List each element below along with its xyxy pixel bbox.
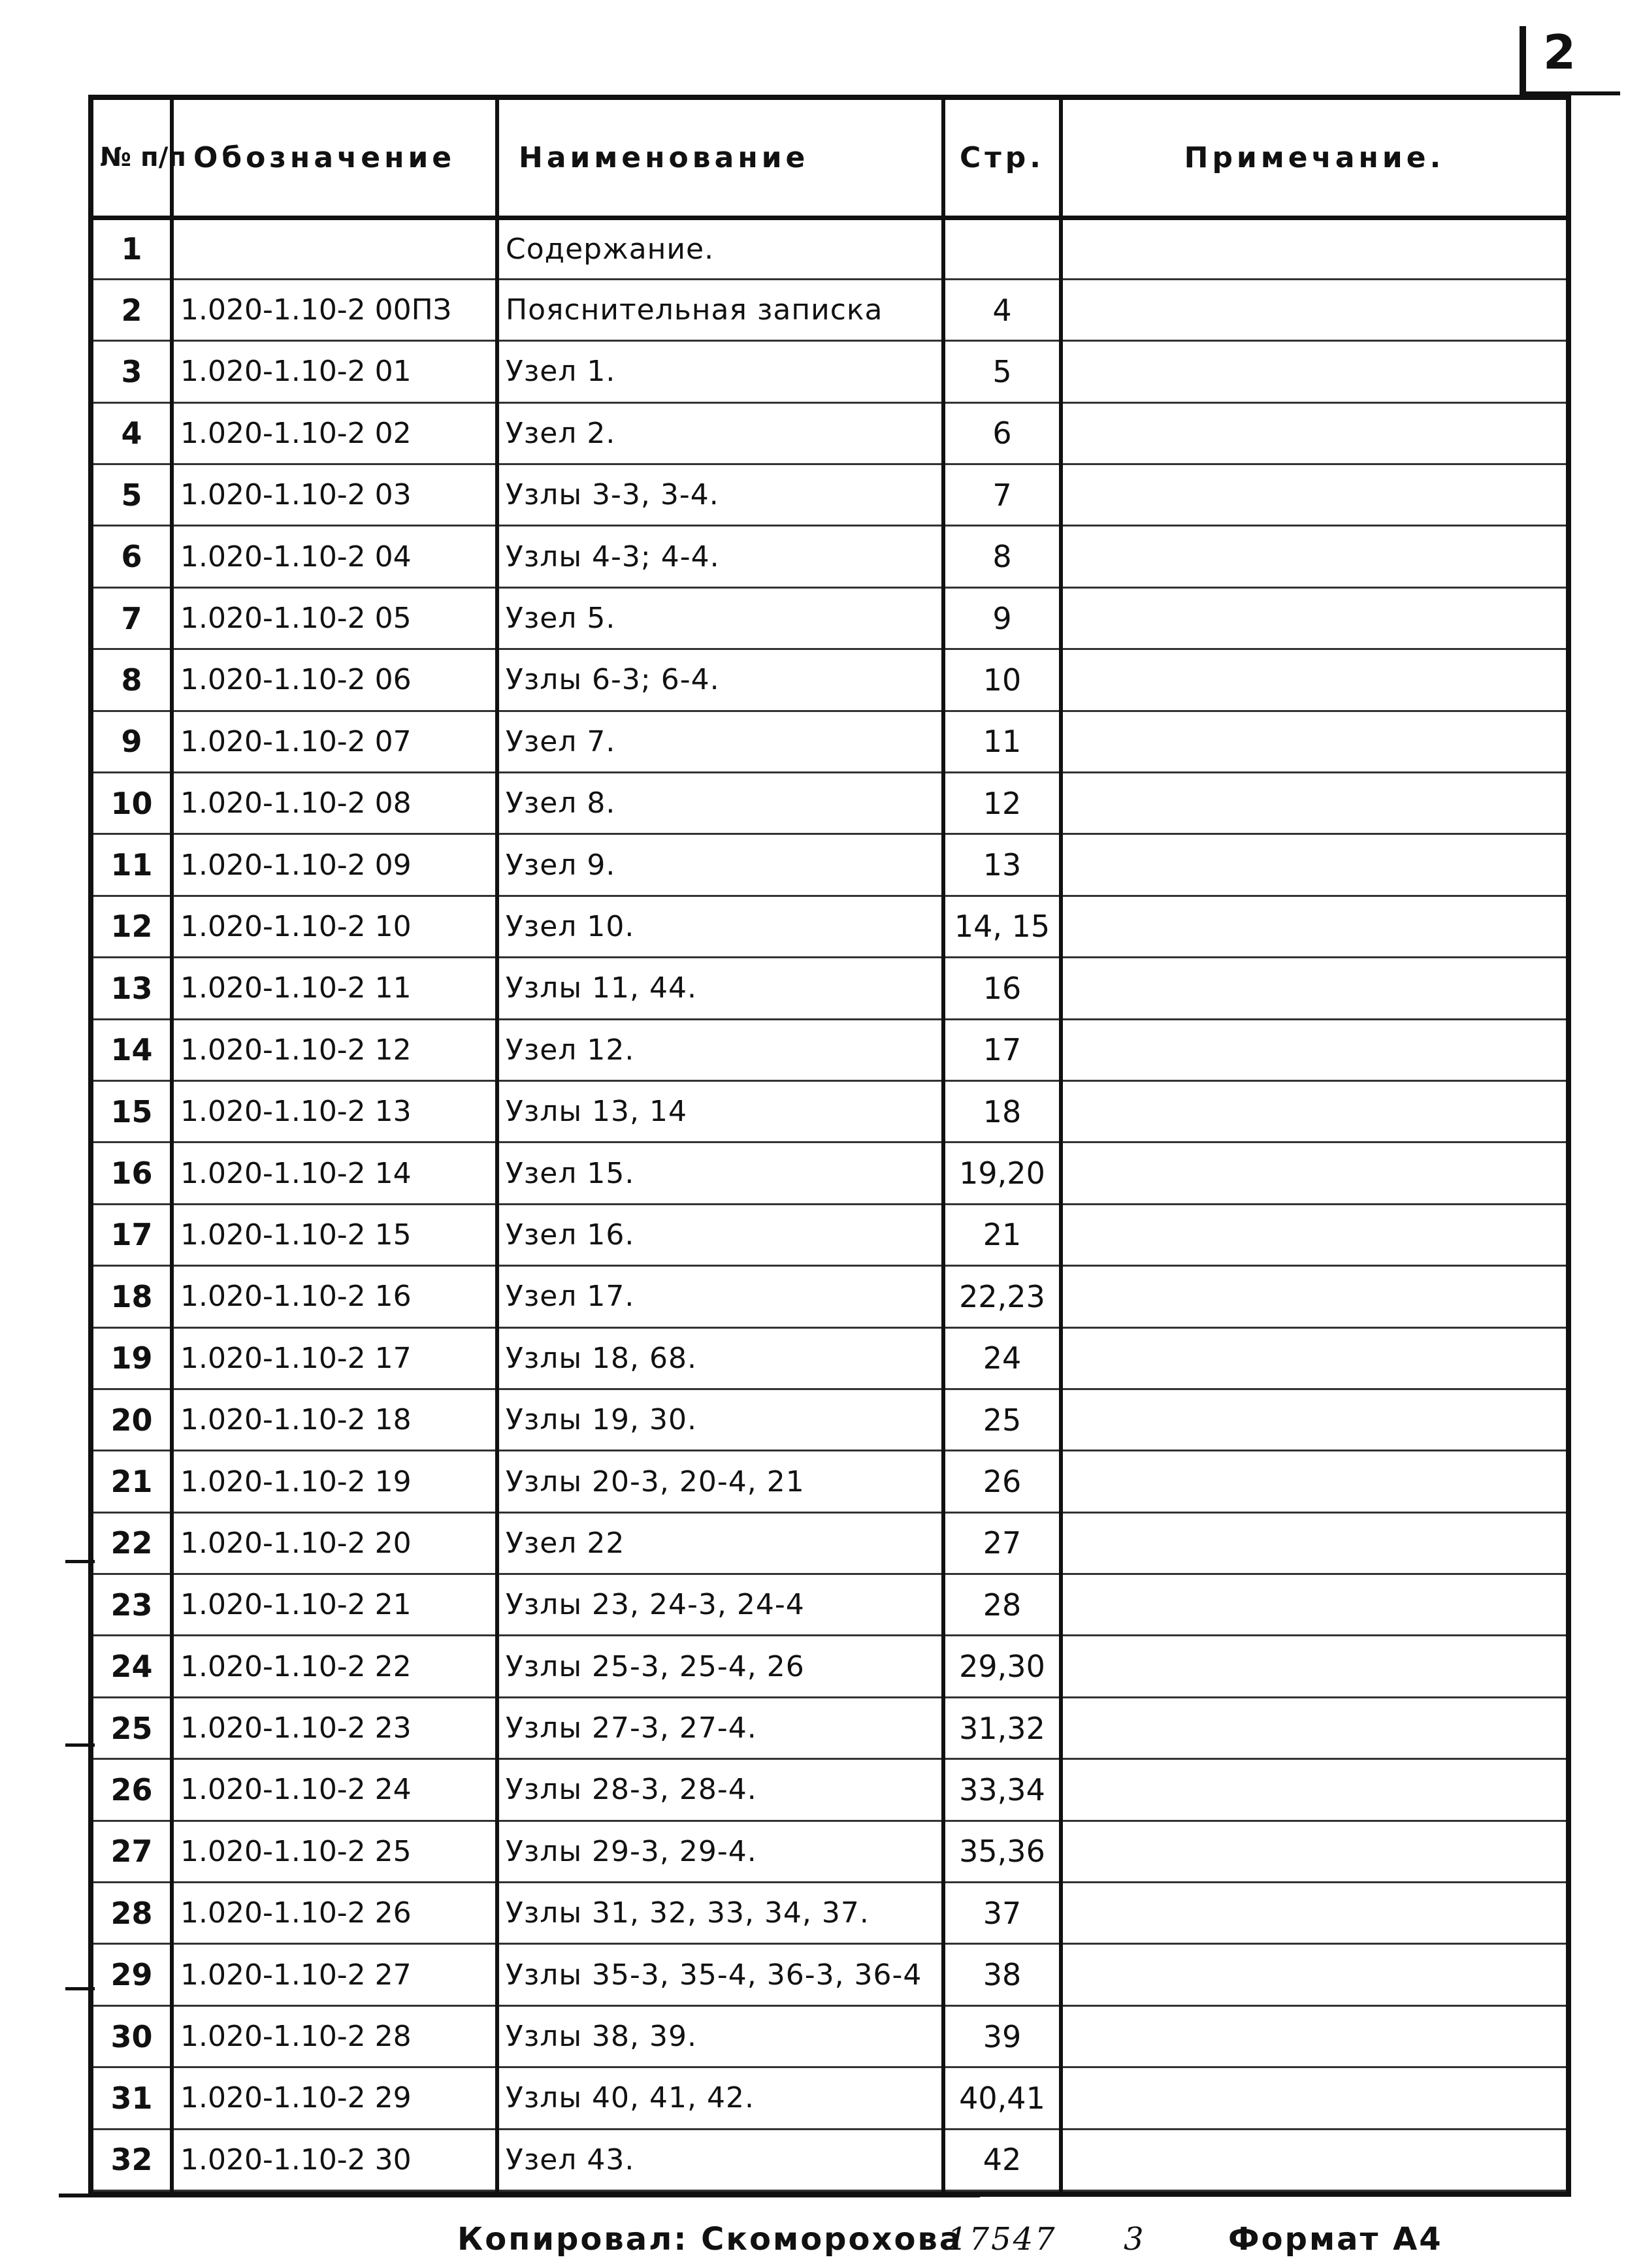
row-code: 1.020-1.10-2 18: [172, 1389, 497, 1450]
row-code: 1.020-1.10-2 01: [172, 341, 497, 402]
table-row: [93, 2067, 1566, 2129]
row-page: 7: [943, 464, 1061, 526]
row-page: 28: [943, 1574, 1061, 1636]
row-code: 1.020-1.10-2 26: [172, 1883, 497, 1944]
row-page: 25: [943, 1389, 1061, 1450]
row-note: [1061, 1883, 1566, 1944]
row-name: Узел 9.: [497, 834, 943, 896]
row-note: [1061, 2129, 1566, 2190]
footer: [457, 2221, 1568, 2268]
row-code: 1.020-1.10-2 21: [172, 1574, 497, 1636]
row-name: Узлы 31, 32, 33, 34, 37.: [497, 1883, 943, 1944]
row-page: 29,30: [943, 1636, 1061, 1697]
sheet-number: 3: [1124, 2221, 1146, 2258]
table-row: [93, 958, 1566, 1019]
table-row: [93, 587, 1566, 649]
row-page: 21: [943, 1204, 1061, 1265]
row-page: 26: [943, 1451, 1061, 1512]
table-row: [93, 1574, 1566, 1636]
row-note: [1061, 649, 1566, 711]
row-number: 3: [93, 341, 172, 402]
row-page: [943, 218, 1061, 279]
row-name: Узел 22: [497, 1512, 943, 1574]
row-code: 1.020-1.10-2 11: [172, 958, 497, 1019]
row-name: Узел 17.: [497, 1266, 943, 1327]
row-code: 1.020-1.10-2 04: [172, 526, 497, 587]
table-row: [93, 1327, 1566, 1389]
table-row: [93, 1080, 1566, 1142]
page-number-bar: [1520, 26, 1526, 98]
row-page: 4: [943, 279, 1061, 340]
row-page: 9: [943, 587, 1061, 649]
row-number: 13: [93, 958, 172, 1019]
table-row: [93, 464, 1566, 526]
table-row: [93, 341, 1566, 402]
row-note: [1061, 526, 1566, 587]
row-number: 26: [93, 1759, 172, 1821]
row-name: Узел 8.: [497, 773, 943, 834]
row-code: 1.020-1.10-2 22: [172, 1636, 497, 1697]
row-name: Узлы 18, 68.: [497, 1327, 943, 1389]
row-code: 1.020-1.10-2 15: [172, 1204, 497, 1265]
row-note: [1061, 2005, 1566, 2067]
copied-by: Копировал: Скоморохова: [457, 2221, 963, 2258]
row-page: 37: [943, 1883, 1061, 1944]
row-code: 1.020-1.10-2 07: [172, 711, 497, 772]
row-number: 31: [93, 2067, 172, 2129]
row-page: 42: [943, 2129, 1061, 2190]
row-name: Узел 7.: [497, 711, 943, 772]
row-name: Узлы 20-3, 20-4, 21: [497, 1451, 943, 1512]
row-number: 1: [93, 218, 172, 279]
row-note: [1061, 1142, 1566, 1204]
row-page: 35,36: [943, 1821, 1061, 1882]
row-page: 8: [943, 526, 1061, 587]
row-note: [1061, 1636, 1566, 1697]
row-number: 23: [93, 1574, 172, 1636]
row-note: [1061, 1574, 1566, 1636]
row-code: 1.020-1.10-2 08: [172, 773, 497, 834]
row-code: 1.020-1.10-2 02: [172, 402, 497, 464]
table-row: [93, 1204, 1566, 1265]
row-page: 27: [943, 1512, 1061, 1574]
row-name: Узлы 28-3, 28-4.: [497, 1759, 943, 1821]
row-code: 1.020-1.10-2 06: [172, 649, 497, 711]
row-name: Узел 15.: [497, 1142, 943, 1204]
row-name: Узел 16.: [497, 1204, 943, 1265]
row-number: 8: [93, 649, 172, 711]
row-note: [1061, 279, 1566, 340]
row-number: 7: [93, 587, 172, 649]
row-note: [1061, 2067, 1566, 2129]
table-row: [93, 2129, 1566, 2190]
table-row: [93, 2005, 1566, 2067]
table-header-row: [93, 100, 1566, 218]
row-page: 6: [943, 402, 1061, 464]
row-page: 17: [943, 1019, 1061, 1080]
row-number: 12: [93, 896, 172, 957]
table-row: [93, 218, 1566, 279]
row-note: [1061, 1821, 1566, 1882]
row-note: [1061, 464, 1566, 526]
row-name: Узел 12.: [497, 1019, 943, 1080]
row-name: Узел 1.: [497, 341, 943, 402]
table-body: [93, 218, 1566, 2191]
table-row: [93, 1451, 1566, 1512]
table-row: [93, 649, 1566, 711]
row-note: [1061, 1204, 1566, 1265]
table-row: [93, 1883, 1566, 1944]
row-page: 31,32: [943, 1697, 1061, 1758]
row-number: 2: [93, 279, 172, 340]
row-note: [1061, 402, 1566, 464]
row-number: 20: [93, 1389, 172, 1450]
row-page: 19,20: [943, 1142, 1061, 1204]
row-number: 18: [93, 1266, 172, 1327]
row-name: Узлы 6-3; 6-4.: [497, 649, 943, 711]
table-row: [93, 896, 1566, 957]
row-code: 1.020-1.10-2 10: [172, 896, 497, 957]
table-row: [93, 1636, 1566, 1697]
row-name: Узлы 13, 14: [497, 1080, 943, 1142]
row-name: Узел 5.: [497, 587, 943, 649]
row-code: 1.020-1.10-2 23: [172, 1697, 497, 1758]
row-number: 11: [93, 834, 172, 896]
row-number: 32: [93, 2129, 172, 2190]
row-name: Узлы 4-3; 4-4.: [497, 526, 943, 587]
row-note: [1061, 341, 1566, 402]
row-name: Узлы 11, 44.: [497, 958, 943, 1019]
page-number: 2: [1543, 25, 1576, 80]
row-number: 25: [93, 1697, 172, 1758]
contents-sheet: [88, 95, 1571, 2197]
row-number: 30: [93, 2005, 172, 2067]
header-name: Наименование: [497, 100, 943, 218]
row-note: [1061, 1266, 1566, 1327]
row-code: 1.020-1.10-2 05: [172, 587, 497, 649]
inventory-number: 17547: [947, 2221, 1057, 2258]
row-name: Узел 43.: [497, 2129, 943, 2190]
row-number: 22: [93, 1512, 172, 1574]
row-page: 12: [943, 773, 1061, 834]
row-code: 1.020-1.10-2 16: [172, 1266, 497, 1327]
table-row: [93, 1697, 1566, 1758]
row-code: 1.020-1.10-2 20: [172, 1512, 497, 1574]
bottom-rule: [59, 2194, 980, 2197]
row-number: 19: [93, 1327, 172, 1389]
row-number: 17: [93, 1204, 172, 1265]
row-code: 1.020-1.10-2 13: [172, 1080, 497, 1142]
row-name: Узлы 35-3, 35-4, 36-3, 36-4: [497, 1944, 943, 2005]
table-row: [93, 1944, 1566, 2005]
row-name: Узлы 40, 41, 42.: [497, 2067, 943, 2129]
row-code: 1.020-1.10-2 19: [172, 1451, 497, 1512]
row-number: 16: [93, 1142, 172, 1204]
row-page: 18: [943, 1080, 1061, 1142]
row-page: 16: [943, 958, 1061, 1019]
row-note: [1061, 1944, 1566, 2005]
row-page: 10: [943, 649, 1061, 711]
row-code: 1.020-1.10-2 17: [172, 1327, 497, 1389]
table-row: [93, 1389, 1566, 1450]
row-page: 33,34: [943, 1759, 1061, 1821]
row-name: Узлы 19, 30.: [497, 1389, 943, 1450]
header-page: Стр.: [943, 100, 1061, 218]
row-note: [1061, 1389, 1566, 1450]
row-code: 1.020-1.10-2 12: [172, 1019, 497, 1080]
row-page: 13: [943, 834, 1061, 896]
row-page: 11: [943, 711, 1061, 772]
row-code: 1.020-1.10-2 29: [172, 2067, 497, 2129]
row-note: [1061, 958, 1566, 1019]
row-note: [1061, 1019, 1566, 1080]
row-page: 14, 15: [943, 896, 1061, 957]
row-page: 40,41: [943, 2067, 1061, 2129]
row-name: Узел 2.: [497, 402, 943, 464]
row-note: [1061, 1759, 1566, 1821]
row-number: 28: [93, 1883, 172, 1944]
row-name: Узлы 23, 24-3, 24-4: [497, 1574, 943, 1636]
table-row: [93, 1759, 1566, 1821]
row-page: 39: [943, 2005, 1061, 2067]
row-name: Узлы 38, 39.: [497, 2005, 943, 2067]
table-row: [93, 834, 1566, 896]
row-number: 10: [93, 773, 172, 834]
contents-table: [93, 100, 1566, 2192]
row-page: 5: [943, 341, 1061, 402]
table-row: [93, 711, 1566, 772]
row-note: [1061, 773, 1566, 834]
row-note: [1061, 1080, 1566, 1142]
row-code: 1.020-1.10-2 14: [172, 1142, 497, 1204]
row-name: Узлы 29-3, 29-4.: [497, 1821, 943, 1882]
row-number: 21: [93, 1451, 172, 1512]
row-number: 24: [93, 1636, 172, 1697]
row-note: [1061, 1512, 1566, 1574]
row-note: [1061, 711, 1566, 772]
row-code: 1.020-1.10-2 28: [172, 2005, 497, 2067]
row-name: Узлы 25-3, 25-4, 26: [497, 1636, 943, 1697]
row-page: 22,23: [943, 1266, 1061, 1327]
row-page: 38: [943, 1944, 1061, 2005]
row-code: 1.020-1.10-2 00ПЗ: [172, 279, 497, 340]
row-code: 1.020-1.10-2 27: [172, 1944, 497, 2005]
row-number: 15: [93, 1080, 172, 1142]
row-number: 5: [93, 464, 172, 526]
row-code: 1.020-1.10-2 25: [172, 1821, 497, 1882]
table-row: [93, 402, 1566, 464]
header-num: № п/п: [93, 100, 172, 218]
row-number: 4: [93, 402, 172, 464]
row-number: 14: [93, 1019, 172, 1080]
row-note: [1061, 1697, 1566, 1758]
row-note: [1061, 218, 1566, 279]
row-note: [1061, 1451, 1566, 1512]
row-page: 24: [943, 1327, 1061, 1389]
table-row: [93, 1142, 1566, 1204]
format-label: Формат А4: [1228, 2221, 1443, 2258]
row-note: [1061, 587, 1566, 649]
row-note: [1061, 1327, 1566, 1389]
row-number: 6: [93, 526, 172, 587]
row-name: Содержание.: [497, 218, 943, 279]
row-number: 27: [93, 1821, 172, 1882]
row-code: 1.020-1.10-2 30: [172, 2129, 497, 2190]
table-row: [93, 773, 1566, 834]
row-name: Пояснительная записка: [497, 279, 943, 340]
table-row: [93, 279, 1566, 340]
header-code: Обозначение: [172, 100, 497, 218]
row-code: 1.020-1.10-2 09: [172, 834, 497, 896]
row-name: Узел 10.: [497, 896, 943, 957]
row-name: Узлы 3-3, 3-4.: [497, 464, 943, 526]
header-note: Примечание.: [1061, 100, 1566, 218]
row-code: 1.020-1.10-2 24: [172, 1759, 497, 1821]
table-row: [93, 1266, 1566, 1327]
row-code: 1.020-1.10-2 03: [172, 464, 497, 526]
row-code: [172, 218, 497, 279]
row-note: [1061, 834, 1566, 896]
table-row: [93, 1512, 1566, 1574]
table-row: [93, 1019, 1566, 1080]
table-row: [93, 1821, 1566, 1882]
row-name: Узлы 27-3, 27-4.: [497, 1697, 943, 1758]
table-row: [93, 526, 1566, 587]
row-number: 9: [93, 711, 172, 772]
row-note: [1061, 896, 1566, 957]
row-number: 29: [93, 1944, 172, 2005]
